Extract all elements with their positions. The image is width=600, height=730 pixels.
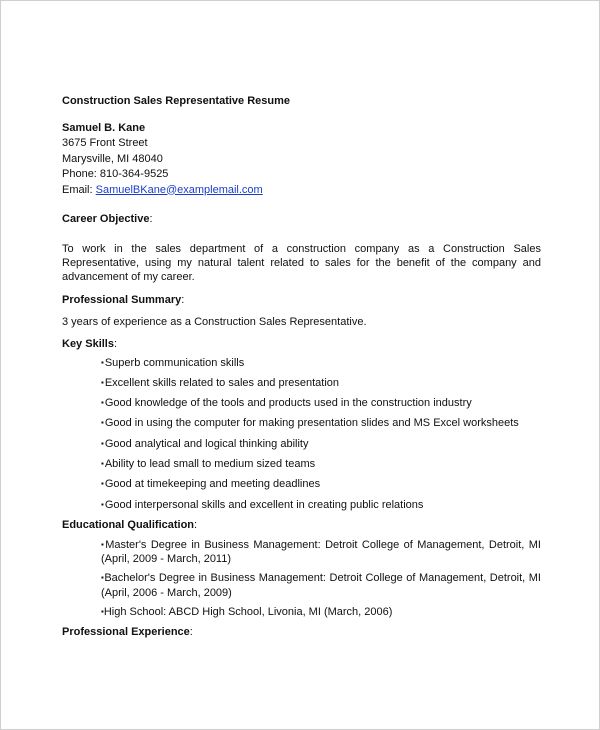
bullet-icon: ▪ <box>101 377 104 387</box>
education-item: ▪High School: ABCD High School, Livonia, MI (March, 2006) <box>101 605 393 618</box>
skill-item: ▪Good at timekeeping and meeting deadlines <box>101 478 321 491</box>
skill-item: ▪Ability to lead small to medium sized teams <box>101 457 316 470</box>
bullet-icon: ▪ <box>101 458 104 468</box>
education-heading: Educational Qualification: <box>62 518 198 531</box>
skill-item: ▪Good knowledge of the tools and products used in the construction industry <box>101 397 472 410</box>
career-objective-heading: Career Objective: <box>62 213 153 225</box>
skill-item: ▪Good in using the computer for making presentation slides and MS Excel worksheets <box>101 417 519 430</box>
contact-city: Marysville, MI 48040 <box>62 152 163 165</box>
bullet-icon: ▪ <box>101 499 104 509</box>
bullet-icon: ▪ <box>101 479 104 489</box>
document-title: Construction Sales Representative Resume <box>62 95 291 107</box>
key-skills-heading: Key Skills: <box>62 337 118 350</box>
resume-content <box>62 93 541 640</box>
bullet-icon: ▪ <box>101 418 104 428</box>
contact-email-row <box>62 183 541 199</box>
bullet-icon: ▪ <box>101 357 104 367</box>
bullet-icon: ▪ <box>101 573 105 583</box>
education-item: ▪Master's Degree in Business Management: Detroit College of Management, Detroit, MI (April, 2009 - March, 2011) <box>101 538 541 566</box>
email-link[interactable]: SamuelBKane@examplemail.com <box>95 183 263 196</box>
contact-name: Samuel B. Kane <box>62 122 146 134</box>
professional-summary-text: 3 years of experience as a Construction Sales Representative. <box>62 316 367 328</box>
education-item: ▪Bachelor's Degree in Business Management: Detroit College of Management, Detroit, MI (April, 2006 - March, 2009) <box>101 572 541 599</box>
email-label: Email: <box>62 183 96 196</box>
contact-street: 3675 Front Street <box>62 137 148 149</box>
key-skills-list <box>62 353 541 515</box>
education-list <box>62 538 541 620</box>
bullet-icon: ▪ <box>101 438 104 448</box>
skill-item: ▪Superb communication skills <box>101 356 245 369</box>
bullet-icon: ▪ <box>101 606 104 616</box>
contact-phone: Phone: 810-364-9525 <box>62 168 169 180</box>
skill-item: ▪Excellent skills related to sales and presentation <box>101 376 340 389</box>
skill-item: ▪Good interpersonal skills and excellent in creating public relations <box>101 498 424 511</box>
professional-summary-heading: Professional Summary: <box>62 294 185 306</box>
skill-item: ▪Good analytical and logical thinking ability <box>101 437 309 450</box>
bullet-icon: ▪ <box>101 398 104 408</box>
bullet-icon: ▪ <box>101 539 106 549</box>
career-objective-text: To work in the sales department of a construction company as a Construction Sales Representative, using my natural talent related to sales for the benefit of the company and advancement of my career. <box>62 243 541 283</box>
professional-experience-heading: Professional Experience: <box>62 625 193 638</box>
